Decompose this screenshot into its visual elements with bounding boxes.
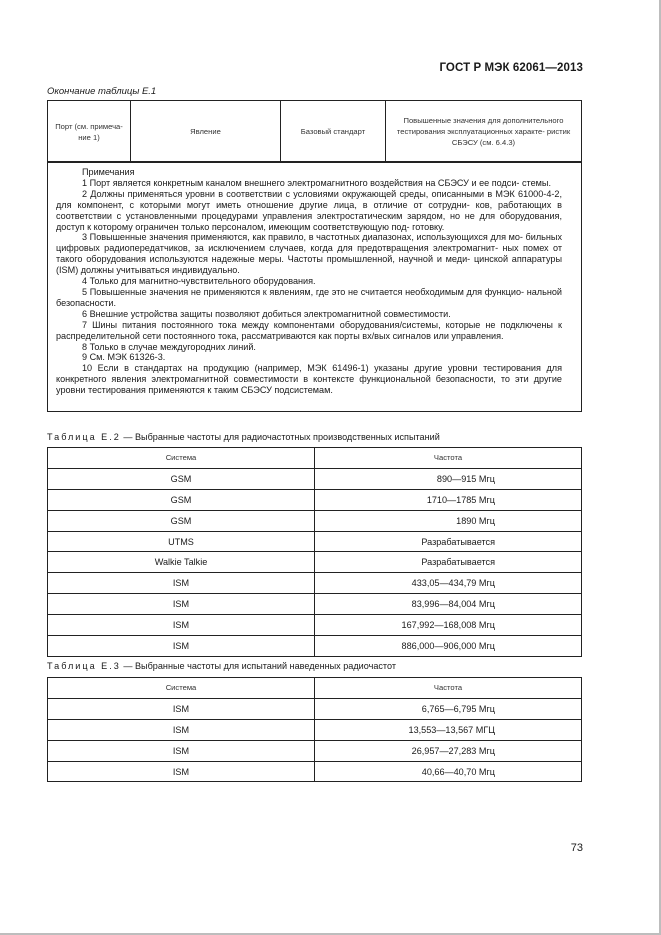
cell-frequency: 26,957—27,283 Мгц — [315, 740, 582, 761]
page-number: 73 — [570, 842, 583, 854]
cell-frequency: 6,765—6,795 Мгц — [315, 698, 582, 719]
cell-system: ISM — [48, 594, 315, 615]
table-e1-header — [47, 100, 582, 163]
cell-frequency: 167,992—168,008 Мгц — [315, 615, 582, 636]
table-e3-caption — [47, 661, 396, 671]
cell-system: ISM — [48, 761, 315, 782]
cell-system: ISM — [48, 719, 315, 740]
cell-frequency: Разрабатывается — [315, 531, 582, 552]
note-9: 9 См. МЭК 61326-3. — [82, 352, 166, 363]
cell-system: GSM — [48, 510, 315, 531]
table-row — [48, 573, 582, 594]
table-e3-label: Таблица Е.3 — [47, 661, 121, 671]
note-4: 4 Только для магнитно-чувствительного оборудования. — [82, 276, 316, 287]
cell-system: ISM — [48, 636, 315, 657]
table-row — [48, 740, 582, 761]
header-system: Система — [48, 448, 315, 469]
table-row — [48, 510, 582, 531]
table-e3-title: — Выбранные частоты для испытаний наведенных радиочастот — [123, 661, 397, 671]
col-base-standard: Базовый стандарт — [281, 101, 386, 163]
note-1: 1 Порт является конкретным каналом внешнего электромагнитного воздействия на СБЭСУ и ее подси- стемы. — [82, 177, 551, 188]
note-7: 7 Шины питания постоянного тока между компонентами оборудования/системы, которые не подключены к распределительной сети постоянного тока, рассматриваются как порты вх/вых сигналов или управления. — [56, 319, 562, 341]
table-header-row — [48, 448, 582, 469]
cell-frequency: 890—915 Мгц — [315, 468, 582, 489]
notes-box — [47, 161, 582, 412]
header-frequency: Частота — [315, 678, 582, 699]
table-continuation-label: Окончание таблицы Е.1 — [47, 86, 157, 97]
table-row — [48, 531, 582, 552]
col-increased-values: Повышенные значения для дополнительного тестирования эксплуатационных характе- ристик СБЭСУ (см. 6.4.3) — [386, 101, 582, 163]
cell-frequency: Разрабатывается — [315, 552, 582, 573]
table-row — [48, 615, 582, 636]
note-3: 3 Повышенные значения применяются, как правило, в частотных диапазонах, использующихся для мо- бильных цифровых радиопередатчиков, за исключением случаев, когда для предотвращения электромагнит- ных помех от такого оборудования используются надежные меры. Частоты промышленной, научной и меди- цинской аппаратуры (ISM) должны учитываться индивидуально. — [56, 232, 562, 276]
table-e2-label: Таблица Е.2 — [47, 432, 121, 442]
cell-system: GSM — [48, 468, 315, 489]
table-row — [48, 552, 582, 573]
table-header-row — [48, 678, 582, 699]
col-phenomenon: Явление — [131, 101, 281, 163]
note-6: 6 Внешние устройства защиты позволяют добиться электромагнитной совместимости. — [82, 308, 451, 319]
header-system: Система — [48, 678, 315, 699]
table-e2-title: — Выбранные частоты для радиочастотных производственных испытаний — [123, 432, 440, 442]
notes-heading: Примечания — [82, 167, 135, 177]
cell-system: ISM — [48, 615, 315, 636]
cell-system: ISM — [48, 573, 315, 594]
cell-frequency: 83,996—84,004 Мгц — [315, 594, 582, 615]
header-frequency: Частота — [315, 448, 582, 469]
cell-frequency: 886,000—906,000 Мгц — [315, 636, 582, 657]
cell-frequency: 40,66—40,70 Мгц — [315, 761, 582, 782]
table-row — [48, 489, 582, 510]
note-5: 5 Повышенные значения не применяются к явлениям, где это не считается необходимым для функцио- нальной безопасности. — [56, 286, 562, 308]
table-row — [48, 594, 582, 615]
table-row — [48, 698, 582, 719]
note-10: 10 Если в стандартах на продукцию (например, МЭК 61496-1) указаны другие уровни тестирования для конкретного явления электромагнитной совместимости в контексте функциональной безопасности, то эти другие уровни тестирования применяются к таким СБЭСУ подсистемам. — [56, 363, 562, 396]
cell-system: UTMS — [48, 531, 315, 552]
table-e2 — [47, 447, 582, 657]
table-row — [48, 761, 582, 782]
cell-frequency: 433,05—434,79 Мгц — [315, 573, 582, 594]
table-row — [48, 468, 582, 489]
cell-system: ISM — [48, 698, 315, 719]
col-port: Порт (см. примеча- ние 1) — [48, 101, 131, 163]
table-e3 — [47, 677, 582, 782]
note-2: 2 Должны применяться уровни в соответствии с условиями окружающей среды, описанными в МЭК 61000-4-2, для компонент, с которыми могут иметь отношение другие лица, в отличие от сотрудни- ков, работающих в соответствии с установленными процедурами управления электростатическим зарядом, но не для оборудования, доступ к которому ограничен только персоналом, имеющим соответствующую под- готовку. — [56, 188, 562, 232]
note-8: 8 Только в случае междугородних линий. — [82, 341, 256, 352]
table-row — [48, 719, 582, 740]
cell-system: Walkie Talkie — [48, 552, 315, 573]
cell-frequency: 1710—1785 Мгц — [315, 489, 582, 510]
cell-system: GSM — [48, 489, 315, 510]
cell-system: ISM — [48, 740, 315, 761]
cell-frequency: 1890 Мгц — [315, 510, 582, 531]
table-e2-caption — [47, 432, 440, 442]
cell-frequency: 13,553—13,567 МГЦ — [315, 719, 582, 740]
table-row — [48, 636, 582, 657]
document-code: ГОСТ Р МЭК 62061—2013 — [439, 62, 583, 74]
